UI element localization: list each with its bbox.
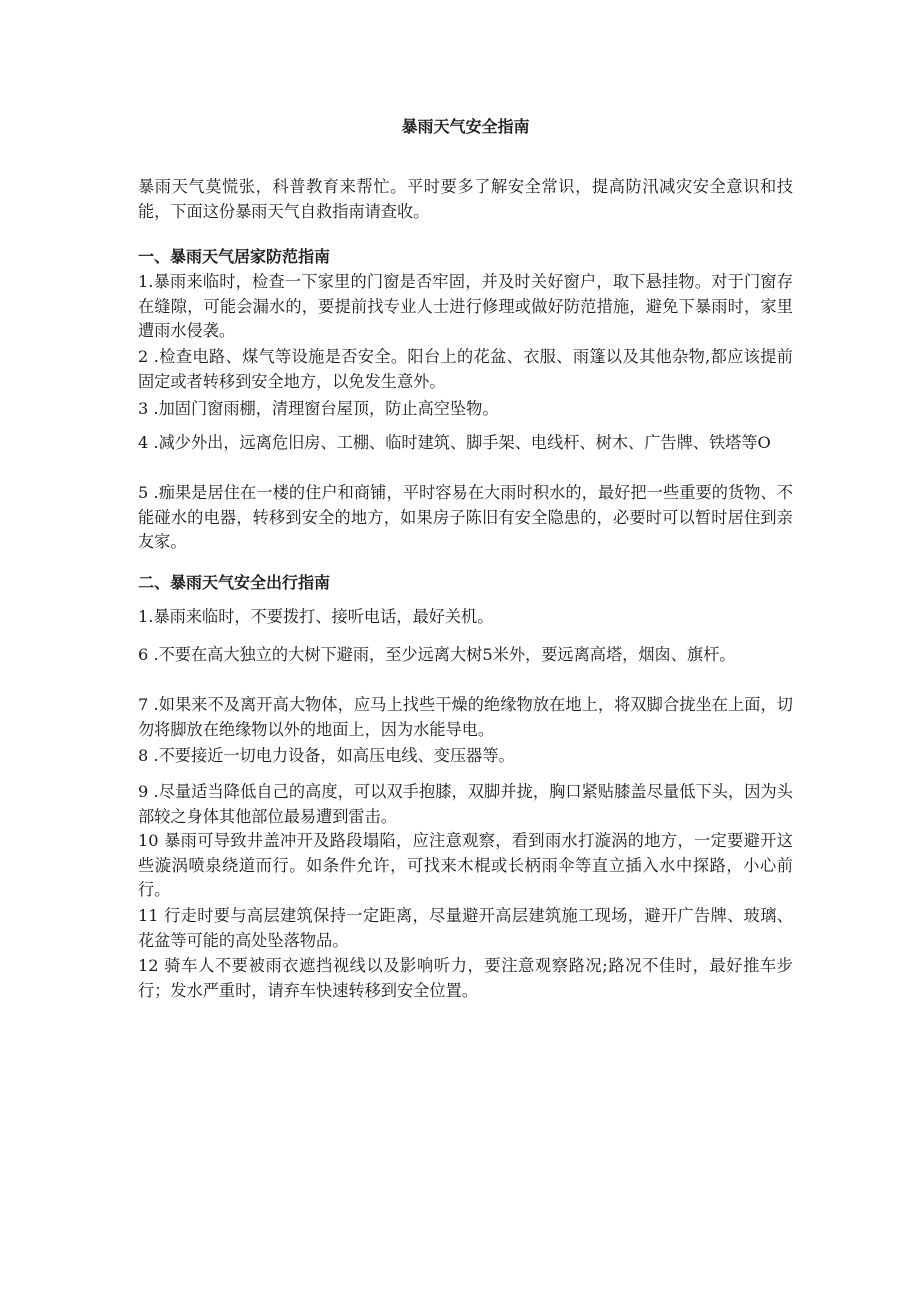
section1-item-2: 2 .检查电路、煤气等设施是否安全。阳台上的花盆、衣服、雨篷以及其他杂物,都应该提前固定或者转移到安全地方，以免发生意外。 — [138, 347, 793, 391]
section2-item-1: 1.暴雨来临时，不要拨打、接听电话，最好关机。 — [138, 607, 494, 626]
section1-item-4: 4 .减少外出，远离危旧房、工棚、临时建筑、脚手架、电线杆、树木、广告牌、铁塔等O — [138, 433, 771, 452]
section1-item-5: 5 .痂果是居住在一楼的住户和商铺，平时容易在大雨时积水的，最好把一些重要的货物、不能碰水的电器，转移到安全的地方，如果房子陈旧有安全隐患的，必要时可以暂时居住到亲友家。 — [138, 483, 793, 551]
section2-heading: 二、暴雨天气安全出行指南 — [138, 573, 331, 592]
section2-item-7: 7 .如果来不及离开高大物体，应马上找些干燥的绝缘物放在地上，将双脚合拢坐在上面，切勿将脚放在绝缘物以外的地面上，因为水能导电。 — [138, 695, 793, 739]
section1-heading: 一、暴雨天气居家防范指南 — [138, 247, 331, 266]
section2-item-6: 6 .不要在高大独立的大树下避雨，至少远离大树5米外，要远离高塔，烟囱、旗杆。 — [138, 645, 736, 664]
section1-item-3: 3 .加固门窗雨棚，清理窗台屋顶，防止高空坠物。 — [138, 399, 499, 418]
section2-item-10: 10 暴雨可导致井盖冲开及路段塌陷，应注意观察，看到雨水打漩涡的地方，一定要避开这些漩涡喷泉绕道而行。如条件允许，可找来木棍或长柄雨伞等直立插入水中探路，小心前行。 — [138, 831, 793, 899]
section2-item-11: 11 行走时要与高层建筑保持一定距离，尽量避开高层建筑施工现场，避开广告牌、玻璃、花盆等可能的高处坠落物品。 — [138, 906, 793, 950]
section2-item-8: 8 .不要接近一切电力设备，如高压电线、变压器等。 — [138, 746, 515, 765]
intro-paragraph: 暴雨天气莫慌张，科普教育来帮忙。平时要多了解安全常识，提高防汛减灾安全意识和技能，下面这份暴雨天气自救指南请查收。 — [138, 177, 793, 221]
section2-item-9: 9 .尽量适当降低自己的高度，可以双手抱膝，双脚并拢，胸口紧贴膝盖尽量低下头，因为头部较之身体其他部位最易遭到雷击。 — [138, 782, 793, 826]
section1-item-1: 1.暴雨来临时，检查一下家里的门窗是否牢固，并及时关好窗户，取下悬挂物。对于门窗存在缝隙，可能会漏水的，要提前找专业人士进行修理或做好防范措施，避免下暴雨时，家里遭雨水侵袭。 — [138, 272, 793, 340]
document-title: 暴雨天气安全指南 — [401, 117, 530, 136]
section2-item-12: 12 骑车人不要被雨衣遮挡视线以及影响听力，要注意观察路况;路况不佳时，最好推车步行；发水严重时，请弃车快速转移到安全位置。 — [138, 956, 793, 1000]
